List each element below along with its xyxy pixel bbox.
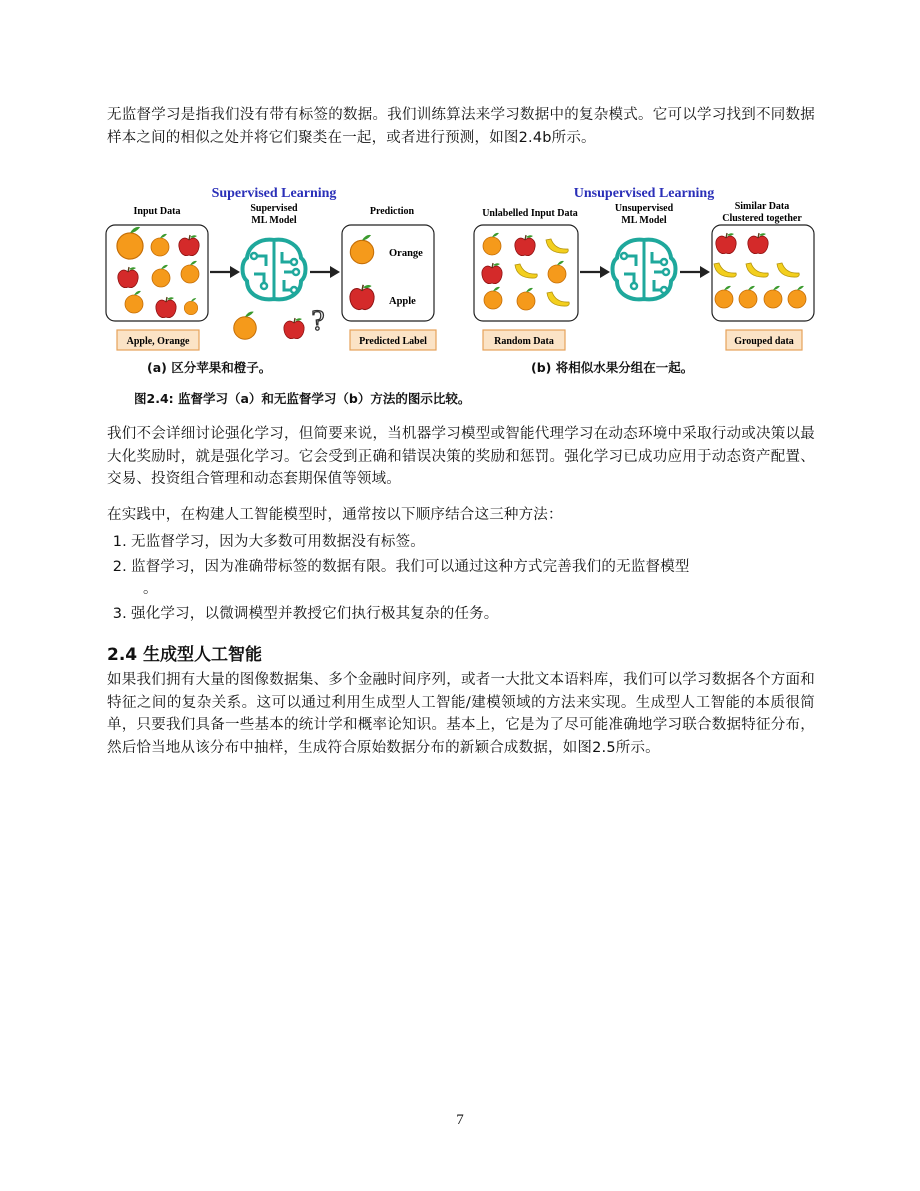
- list-text: 无监督学习，因为大多数可用数据没有标签。: [131, 534, 425, 550]
- list-item: [107, 603, 807, 626]
- unsup-output-label-1: Similar Data: [734, 201, 790, 212]
- sup-prediction-label: Prediction: [369, 206, 415, 217]
- question-mark-icon: ?: [311, 304, 325, 337]
- generative-paragraph: 如果我们拥有大量的图像数据集、多个金融时间序列，或者一大批文本语料库，我们可以学习数据各个方面和特征之间的复杂关系。这可以通过利用生成型人工智能/建模领域的方法来实现。生成型人工智能的本质很简单，只要我们具备一些基本的统计学和概率论知识。基本上，它是为了尽可能准确地学习联合数据特征分布，然后恰当地从该分布中抽样，生成符合原始数据分布的新颖合成数据，如图2.5所示。: [107, 672, 815, 756]
- unsup-input-tag-text: Random Data: [494, 336, 554, 347]
- unsup-output-tag-text: Grouped data: [734, 336, 794, 347]
- page-number: 7: [456, 1112, 464, 1128]
- list-text: 监督学习，因为准确带标签的数据有限。我们可以通过这种方式完善我们的无监督模型: [131, 558, 690, 575]
- sup-output-tag-text: Predicted Label: [359, 336, 427, 347]
- list-item: [107, 531, 807, 554]
- list-text: 强化学习，以微调模型并教授它们执行极其复杂的任务。: [131, 605, 499, 622]
- supervised-title: Supervised Learning: [211, 186, 337, 201]
- unsup-model-label-1: Unsupervised: [614, 203, 674, 214]
- figure-2-4: [104, 180, 816, 380]
- sup-input-label: Input Data: [133, 206, 181, 217]
- sup-input-tag-text: Apple, Orange: [126, 336, 190, 347]
- list-number: 2.: [112, 558, 127, 575]
- intro-paragraph: 无监督学习是指我们没有带有标签的数据。我们训练算法来学习数据中的复杂模式。它可以学习找到不同数据样本之间的相似之处并将它们聚类在一起，或者进行预测，如图2.4b所示。: [107, 107, 815, 146]
- subcaption-a: (a) 区分苹果和橙子。: [147, 360, 272, 375]
- list-number: 1.: [112, 534, 127, 550]
- subcaption-b: (b) 将相似水果分组在一起。: [531, 360, 694, 375]
- list-number: 3.: [112, 605, 127, 622]
- sup-input-fruits: [117, 227, 199, 318]
- practice-intro: 在实践中，在构建人工智能模型时，通常按以下顺序结合这三种方法：: [107, 507, 563, 523]
- figure-caption: 图2.4: 监督学习（a）和无监督学习（b）方法的图示比较。: [134, 391, 471, 406]
- pred-orange-text: Orange: [389, 248, 423, 259]
- sup-test-fruits: [234, 312, 304, 340]
- rl-paragraph: 我们不会详细讨论强化学习，但简要来说，当机器学习模型或智能代理学习在动态环境中采取行动或决策以最大化奖励时，就是强化学习。它会受到正确和错误决策的奖励和惩罚。强化学习已成功应用于动态资产配置、交易、投资组合管理和动态套期保值等领域。: [107, 426, 815, 487]
- unsupervised-title: Unsupervised Learning: [573, 186, 715, 201]
- method-order-list: [107, 531, 807, 627]
- unsup-input-label: Unlabelled Input Data: [482, 208, 578, 219]
- section-heading: 2.4 生成型人工智能: [107, 645, 263, 665]
- sup-model-label-2: ML Model: [251, 215, 297, 226]
- pred-apple-text: Apple: [389, 296, 416, 307]
- unsup-model-label-2: ML Model: [621, 215, 667, 226]
- sup-brain-icon: [243, 240, 306, 300]
- unsup-output-label-2: Clustered together: [722, 213, 802, 224]
- list-item: [107, 556, 807, 601]
- sup-model-label-1: Supervised: [250, 203, 298, 214]
- unsup-brain-icon: [613, 240, 676, 300]
- list-text-continuation: 。: [143, 581, 158, 597]
